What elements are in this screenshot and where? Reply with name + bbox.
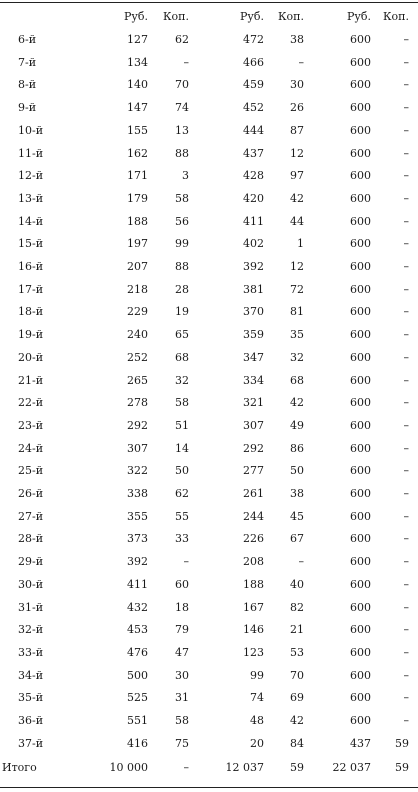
table-row <box>0 188 418 210</box>
rub-2: 402 <box>243 237 264 251</box>
kop-2: 42 <box>290 191 304 205</box>
table-row <box>0 551 418 573</box>
row-label: 16-й <box>18 260 44 273</box>
kop-3: – <box>403 169 409 183</box>
row-label: 29-й <box>18 555 44 569</box>
kop-2: 1 <box>297 237 304 251</box>
table-row <box>0 74 418 96</box>
row-label: 35-й <box>18 691 44 705</box>
rub-3: 600 <box>350 418 371 432</box>
row-label: 32-й <box>18 623 44 637</box>
kop-2: – <box>298 555 304 569</box>
total-rub-3: 22 037 <box>332 761 371 775</box>
kop-2: 12 <box>290 260 304 273</box>
rub-1: 373 <box>127 532 148 546</box>
kop-3: – <box>403 237 409 251</box>
rub-3: 600 <box>350 487 371 500</box>
rub-3: 600 <box>350 101 371 115</box>
rub-2: 411 <box>243 214 264 228</box>
table-row <box>0 642 418 664</box>
kop-3: – <box>403 101 409 115</box>
total-kop-1: – <box>183 761 189 775</box>
kop-1: 28 <box>175 282 189 296</box>
rub-1: 265 <box>127 373 148 387</box>
table-row <box>0 483 418 505</box>
kop-3: – <box>403 487 409 500</box>
kop-2: 38 <box>290 33 304 46</box>
rub-2: 208 <box>243 555 264 569</box>
top-rule <box>0 2 418 3</box>
rub-1: 218 <box>127 282 148 296</box>
rub-3: 437 <box>350 736 371 750</box>
rub-1: 416 <box>127 736 148 750</box>
total-rub-2: 12 037 <box>225 761 264 775</box>
rub-1: 252 <box>127 350 148 364</box>
rub-2: 244 <box>243 509 264 523</box>
row-label: 33-й <box>18 645 44 659</box>
table-row <box>0 97 418 119</box>
table-row <box>0 165 418 187</box>
kop-3: – <box>403 396 409 410</box>
kop-3: – <box>403 78 409 92</box>
table-row <box>0 528 418 550</box>
rub-2: 459 <box>243 78 264 92</box>
kop-1: 99 <box>175 237 189 251</box>
kop-2: 49 <box>290 418 304 432</box>
rub-2: 99 <box>250 668 264 682</box>
table-row <box>0 52 418 74</box>
rub-2: 392 <box>243 260 264 273</box>
kop-3: – <box>403 691 409 705</box>
kop-1: 70 <box>175 78 189 92</box>
rub-1: 147 <box>127 101 148 115</box>
kop-1: 74 <box>175 101 189 115</box>
rub-2: 347 <box>243 350 264 364</box>
rub-1: 476 <box>127 645 148 659</box>
kop-3: – <box>403 532 409 546</box>
kop-1: 68 <box>175 350 189 364</box>
rub-1: 140 <box>127 78 148 92</box>
kop-1: 58 <box>175 191 189 205</box>
kop-1: 88 <box>175 260 189 273</box>
kop-3: 59 <box>395 736 409 750</box>
row-label: 31-й <box>18 600 44 614</box>
rub-3: 600 <box>350 555 371 569</box>
table-row <box>0 619 418 641</box>
table-row <box>0 710 418 732</box>
rub-1: 207 <box>127 260 148 273</box>
table-row <box>0 211 418 233</box>
rub-1: 392 <box>127 555 148 569</box>
kop-1: 60 <box>175 577 189 591</box>
kop-2: 44 <box>290 214 304 228</box>
rub-1: 197 <box>127 237 148 251</box>
rub-1: 551 <box>127 714 148 727</box>
kop-2: 53 <box>290 645 304 659</box>
rub-1: 229 <box>127 305 148 319</box>
rub-3: 600 <box>350 55 371 69</box>
rub-2: 261 <box>243 487 264 500</box>
rub-3: 600 <box>350 282 371 296</box>
kop-3: – <box>403 214 409 228</box>
rub-3: 600 <box>350 668 371 682</box>
kop-3: – <box>403 328 409 342</box>
kop-2: 38 <box>290 487 304 500</box>
kop-3: – <box>403 441 409 455</box>
table-row <box>0 597 418 619</box>
kop-1: – <box>183 55 189 69</box>
table-row <box>0 120 418 142</box>
rub-3: 600 <box>350 691 371 705</box>
kop-3: – <box>403 55 409 69</box>
row-label: 24-й <box>18 441 44 455</box>
rub-3: 600 <box>350 396 371 410</box>
row-label: 18-й <box>18 305 44 319</box>
kop-1: 47 <box>175 645 189 659</box>
row-label: 25-й <box>18 464 44 478</box>
row-label: 20-й <box>18 350 44 364</box>
kop-3: – <box>403 600 409 614</box>
kop-1: – <box>183 555 189 569</box>
rub-1: 432 <box>127 600 148 614</box>
rub-2: 452 <box>243 101 264 115</box>
kop-2: 12 <box>290 146 304 160</box>
rub-1: 278 <box>127 396 148 410</box>
rub-1: 171 <box>127 169 148 183</box>
table-row <box>0 279 418 301</box>
rub-2: 146 <box>243 623 264 637</box>
rub-2: 48 <box>250 714 264 727</box>
rub-3: 600 <box>350 123 371 137</box>
row-label: 26-й <box>18 487 44 500</box>
total-kop-3: 59 <box>395 761 409 775</box>
kop-1: 62 <box>175 487 189 500</box>
rub-3: 600 <box>350 714 371 727</box>
rub-1: 134 <box>127 55 148 69</box>
rub-3: 600 <box>350 509 371 523</box>
kop-3: – <box>403 509 409 523</box>
row-label: 14-й <box>18 214 44 228</box>
kop-3: – <box>403 33 409 46</box>
kop-2: 42 <box>290 714 304 727</box>
rub-3: 600 <box>350 350 371 364</box>
kop-1: 18 <box>175 600 189 614</box>
rub-1: 307 <box>127 441 148 455</box>
kop-1: 33 <box>175 532 189 546</box>
row-label: 7-й <box>18 55 37 69</box>
row-label: 13-й <box>18 191 44 205</box>
table-row <box>0 324 418 346</box>
row-label: 37-й <box>18 736 44 750</box>
kop-3: – <box>403 577 409 591</box>
row-label: 10-й <box>18 123 44 137</box>
rub-3: 600 <box>350 305 371 319</box>
kop-1: 30 <box>175 668 189 682</box>
table-row <box>0 665 418 687</box>
table-row <box>0 460 418 482</box>
rub-3: 600 <box>350 532 371 546</box>
rub-2: 334 <box>243 373 264 387</box>
row-label: 12-й <box>18 169 44 183</box>
rub-3: 600 <box>350 237 371 251</box>
table-row <box>0 438 418 460</box>
kop-1: 58 <box>175 714 189 727</box>
rub-2: 466 <box>243 55 264 69</box>
kop-3: – <box>403 350 409 364</box>
kop-1: 19 <box>175 305 189 319</box>
table-row <box>0 506 418 528</box>
kop-2: 45 <box>290 509 304 523</box>
header-rub-3: Руб. <box>347 10 371 23</box>
rub-2: 292 <box>243 441 264 455</box>
row-label: 19-й <box>18 328 44 342</box>
rub-2: 437 <box>243 146 264 160</box>
kop-2: 40 <box>290 577 304 591</box>
rub-2: 74 <box>250 691 264 705</box>
table-row <box>0 370 418 392</box>
rub-3: 600 <box>350 214 371 228</box>
kop-2: 86 <box>290 441 304 455</box>
kop-2: 81 <box>290 305 304 319</box>
kop-3: – <box>403 373 409 387</box>
header-rub-1: Руб. <box>124 10 148 23</box>
kop-2: 84 <box>290 736 304 750</box>
rub-2: 20 <box>250 736 264 750</box>
kop-1: 3 <box>182 169 189 183</box>
row-label: 21-й <box>18 373 44 387</box>
kop-2: 70 <box>290 668 304 682</box>
rub-2: 188 <box>243 577 264 591</box>
rub-1: 338 <box>127 487 148 500</box>
kop-2: – <box>298 55 304 69</box>
row-label: 22-й <box>18 396 44 410</box>
row-label: 27-й <box>18 509 44 523</box>
table-row <box>0 415 418 437</box>
bottom-rule <box>0 787 418 788</box>
kop-3: – <box>403 464 409 478</box>
kop-3: – <box>403 282 409 296</box>
kop-1: 65 <box>175 328 189 342</box>
rub-3: 600 <box>350 328 371 342</box>
row-label: 11-й <box>18 146 44 160</box>
rub-1: 292 <box>127 418 148 432</box>
table-header <box>0 6 418 28</box>
total-rub-1: 10 000 <box>109 761 148 775</box>
kop-3: – <box>403 555 409 569</box>
row-label: 9-й <box>18 101 37 115</box>
kop-2: 30 <box>290 78 304 92</box>
row-label: 23-й <box>18 418 44 432</box>
rub-2: 226 <box>243 532 264 546</box>
rub-3: 600 <box>350 260 371 273</box>
rub-1: 453 <box>127 623 148 637</box>
rub-2: 428 <box>243 169 264 183</box>
row-label: 17-й <box>18 282 44 296</box>
rub-1: 155 <box>127 123 148 137</box>
table-row <box>0 143 418 165</box>
kop-1: 50 <box>175 464 189 478</box>
kop-3: – <box>403 146 409 160</box>
kop-1: 55 <box>175 509 189 523</box>
table-row <box>0 574 418 596</box>
rub-2: 472 <box>243 33 264 46</box>
row-label: 15-й <box>18 237 44 251</box>
kop-2: 69 <box>290 691 304 705</box>
rub-1: 411 <box>127 577 148 591</box>
kop-1: 56 <box>175 214 189 228</box>
kop-2: 35 <box>290 328 304 342</box>
header-kop-2: Коп. <box>278 10 304 23</box>
rub-3: 600 <box>350 146 371 160</box>
kop-3: – <box>403 418 409 432</box>
row-label: 8-й <box>18 78 37 92</box>
total-kop-2: 59 <box>290 761 304 775</box>
total-label: Итого <box>2 761 37 775</box>
kop-1: 32 <box>175 373 189 387</box>
kop-1: 13 <box>175 123 189 137</box>
rub-2: 321 <box>243 396 264 410</box>
rub-1: 525 <box>127 691 148 705</box>
row-label: 28-й <box>18 532 44 546</box>
rub-3: 600 <box>350 577 371 591</box>
rub-3: 600 <box>350 464 371 478</box>
rub-2: 123 <box>243 645 264 659</box>
kop-2: 87 <box>290 123 304 137</box>
table-row <box>0 256 418 278</box>
rub-1: 322 <box>127 464 148 478</box>
table-row <box>0 392 418 414</box>
rub-2: 307 <box>243 418 264 432</box>
table-row <box>0 29 418 51</box>
kop-1: 51 <box>175 418 189 432</box>
rub-1: 162 <box>127 146 148 160</box>
kop-3: – <box>403 191 409 205</box>
kop-2: 21 <box>290 623 304 637</box>
rub-3: 600 <box>350 623 371 637</box>
rub-3: 600 <box>350 169 371 183</box>
rub-1: 240 <box>127 328 148 342</box>
header-kop-3: Коп. <box>383 10 409 23</box>
kop-2: 82 <box>290 600 304 614</box>
rub-3: 600 <box>350 600 371 614</box>
rub-2: 420 <box>243 191 264 205</box>
header-kop-1: Коп. <box>163 10 189 23</box>
kop-1: 58 <box>175 396 189 410</box>
table-row <box>0 733 418 755</box>
kop-3: – <box>403 645 409 659</box>
rub-2: 277 <box>243 464 264 478</box>
kop-1: 88 <box>175 146 189 160</box>
table-row <box>0 347 418 369</box>
rub-1: 179 <box>127 191 148 205</box>
rub-2: 359 <box>243 328 264 342</box>
rub-1: 355 <box>127 509 148 523</box>
rub-3: 600 <box>350 441 371 455</box>
kop-2: 26 <box>290 101 304 115</box>
kop-2: 42 <box>290 396 304 410</box>
total-row <box>0 757 418 779</box>
rub-1: 188 <box>127 214 148 228</box>
header-rub-2: Руб. <box>240 10 264 23</box>
kop-3: – <box>403 623 409 637</box>
table-row <box>0 233 418 255</box>
row-label: 36-й <box>18 714 44 727</box>
kop-3: – <box>403 260 409 273</box>
kop-2: 67 <box>290 532 304 546</box>
kop-1: 31 <box>175 691 189 705</box>
row-label: 6-й <box>18 33 37 46</box>
rub-3: 600 <box>350 191 371 205</box>
kop-2: 68 <box>290 373 304 387</box>
kop-2: 97 <box>290 169 304 183</box>
kop-1: 75 <box>175 736 189 750</box>
rub-3: 600 <box>350 373 371 387</box>
rub-3: 600 <box>350 78 371 92</box>
kop-3: – <box>403 305 409 319</box>
kop-2: 72 <box>290 282 304 296</box>
row-label: 30-й <box>18 577 44 591</box>
rub-3: 600 <box>350 33 371 46</box>
kop-2: 50 <box>290 464 304 478</box>
kop-1: 62 <box>175 33 189 46</box>
kop-2: 32 <box>290 350 304 364</box>
table-row <box>0 301 418 323</box>
kop-3: – <box>403 668 409 682</box>
table-row <box>0 687 418 709</box>
rub-1: 500 <box>127 668 148 682</box>
rub-2: 370 <box>243 305 264 319</box>
kop-1: 79 <box>175 623 189 637</box>
kop-1: 14 <box>175 441 189 455</box>
kop-3: – <box>403 123 409 137</box>
rub-2: 167 <box>243 600 264 614</box>
kop-3: – <box>403 714 409 727</box>
rub-2: 381 <box>243 282 264 296</box>
rub-2: 444 <box>243 123 264 137</box>
rub-3: 600 <box>350 645 371 659</box>
row-label: 34-й <box>18 668 44 682</box>
rub-1: 127 <box>127 33 148 46</box>
